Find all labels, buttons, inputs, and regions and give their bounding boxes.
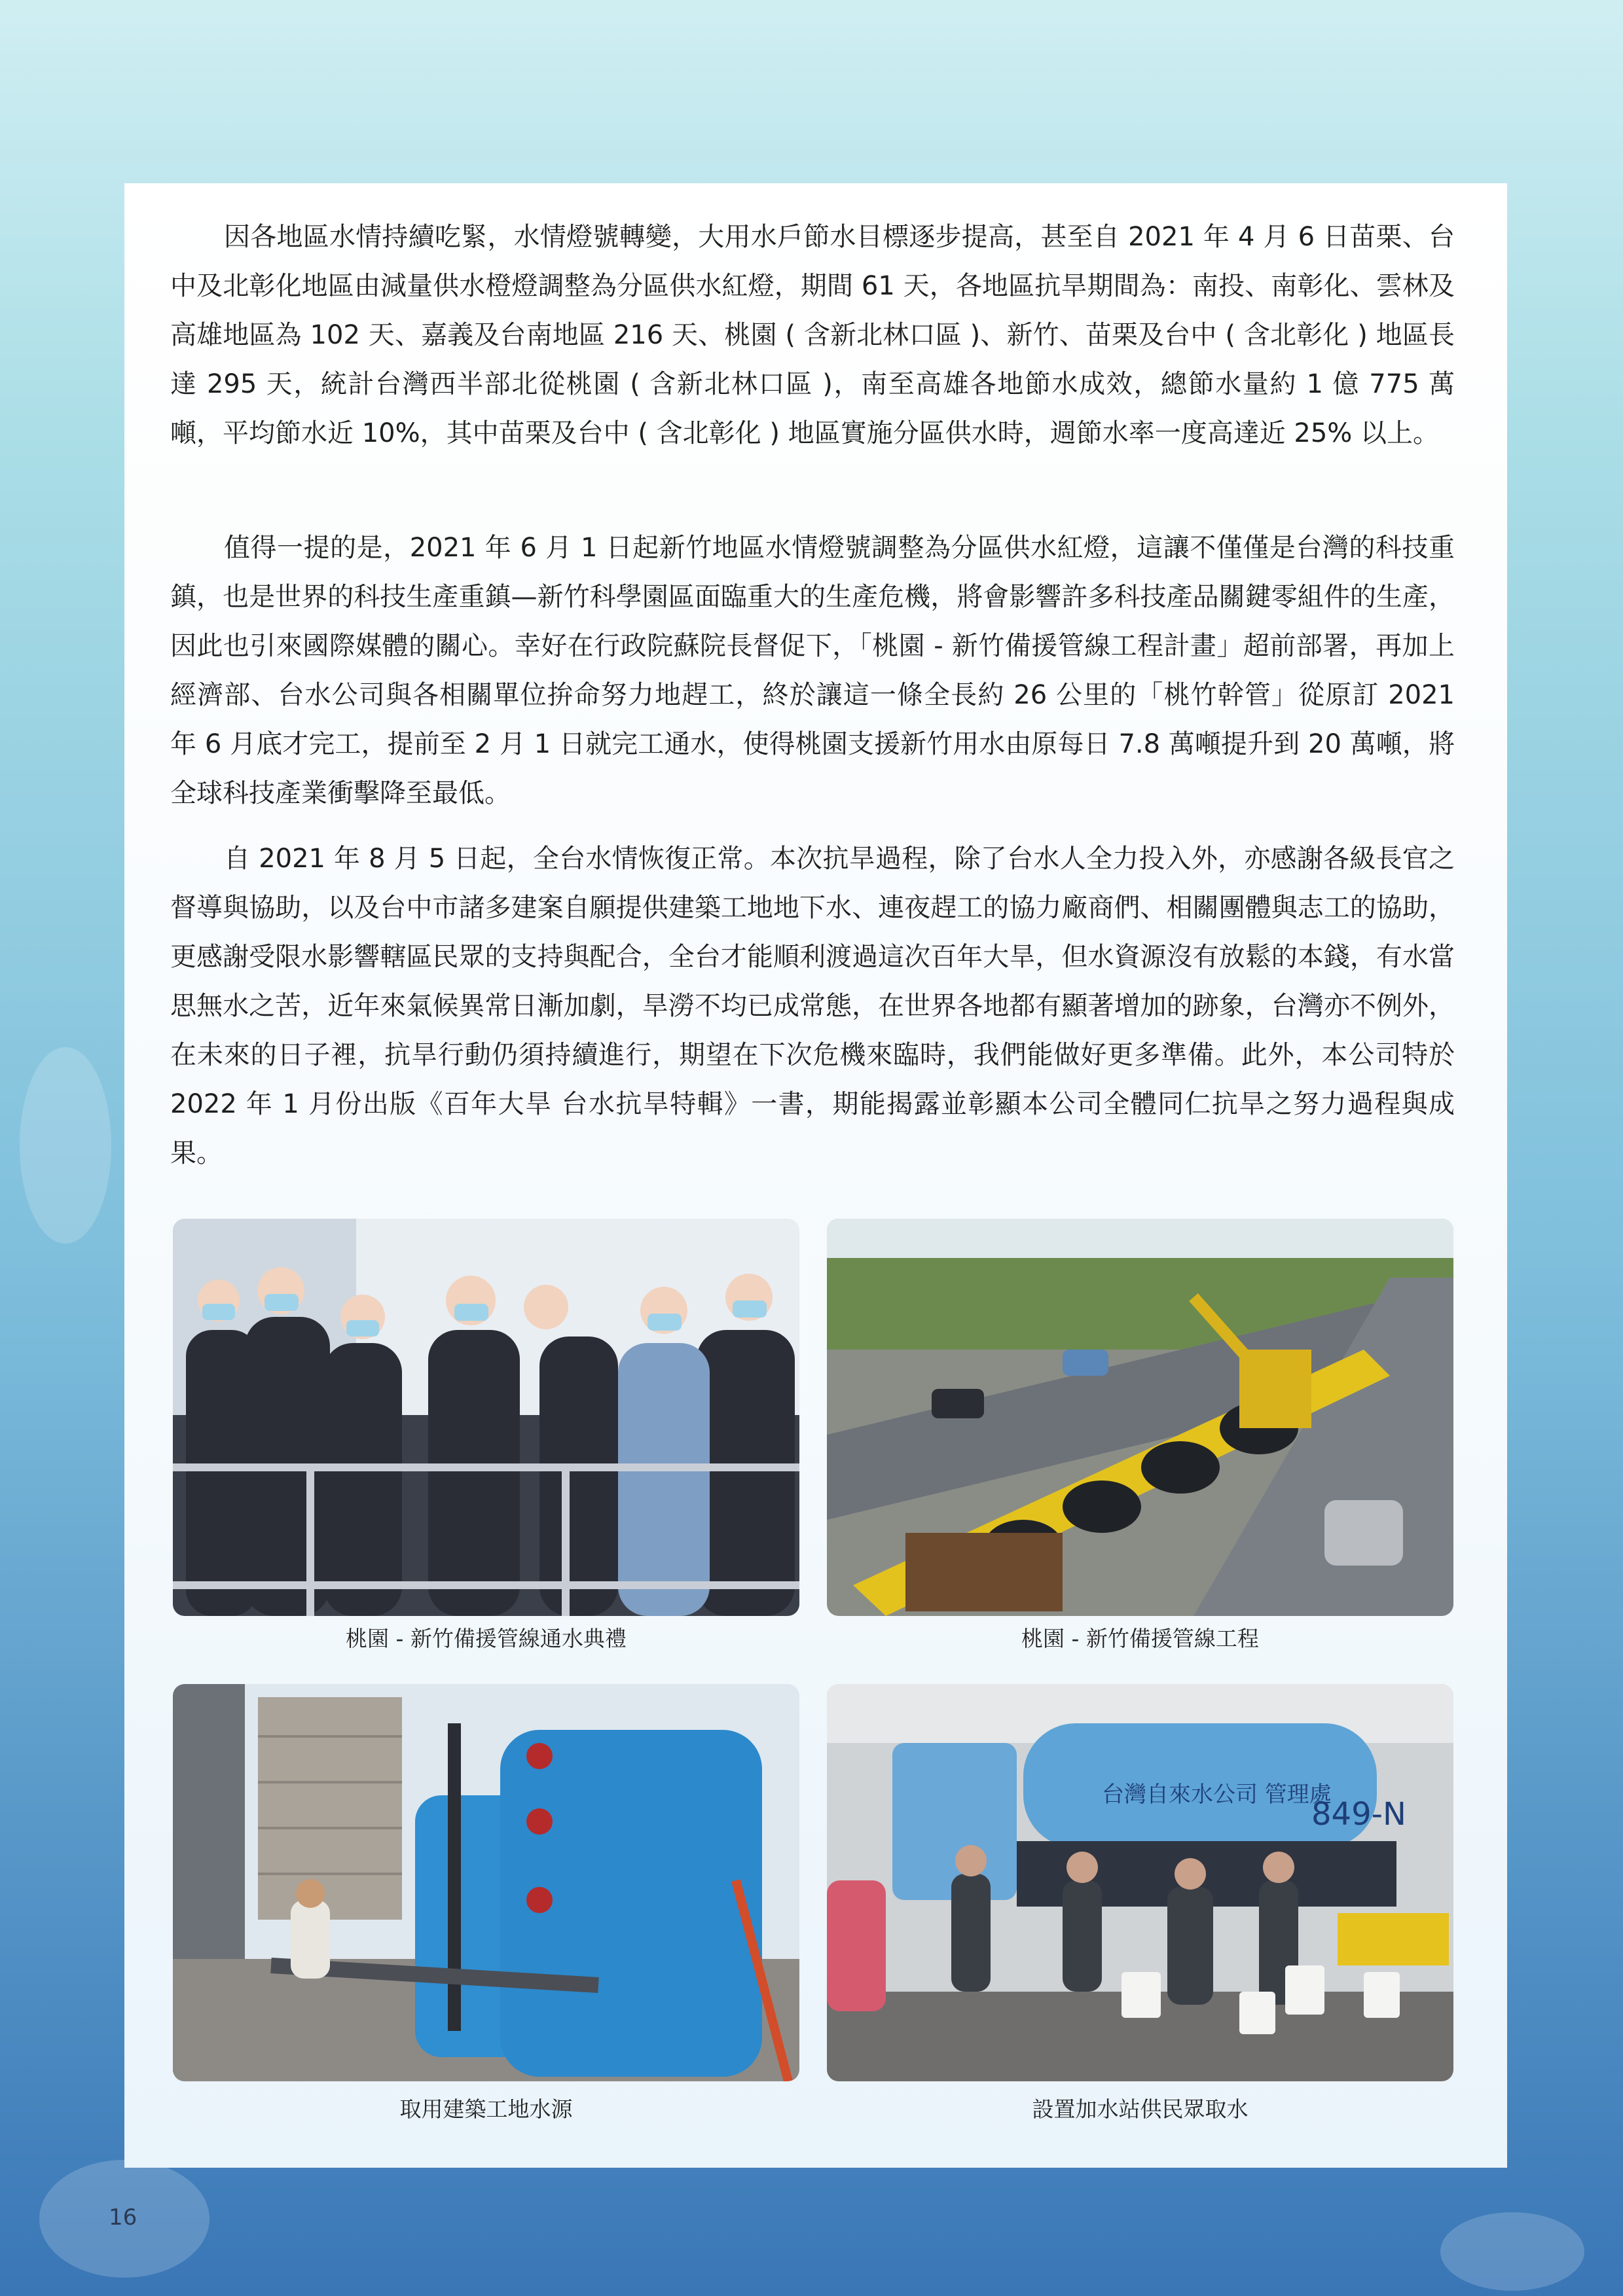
photo-pipeline-works [827, 1219, 1453, 1616]
caption-construction-water: 取用建築工地水源 [399, 2096, 573, 2122]
photo-construction-water [173, 1684, 799, 2081]
truck-plate-text: 849-N [1311, 1796, 1406, 1833]
background-splash [1440, 2212, 1584, 2291]
background-splash [20, 1047, 111, 1244]
caption-ceremony: 桃園 - 新竹備援管線通水典禮 [346, 1626, 627, 1651]
truck-company-text: 台灣自來水公司 管理處 [1102, 1782, 1332, 1808]
photo-ceremony [173, 1219, 799, 1616]
content-card [124, 183, 1507, 2168]
caption-water-station: 設置加水站供民眾取水 [1032, 2096, 1249, 2122]
photo-water-station [827, 1684, 1453, 2081]
caption-pipeline-works: 桃園 - 新竹備援管線工程 [1021, 1626, 1259, 1651]
page-number: 16 [109, 2204, 137, 2231]
paragraph-3: 自 2021 年 8 月 5 日起，全台水情恢復正常。本次抗旱過程，除了台水人全力投入外，亦感謝各級長官之督導與協助，以及台中市諸多建案自願提供建築工地地下水、連夜趕工的協力廠商們、相關團體與志工的協助，更感謝受限水影響轄區民眾的支持與配合，全台才能順利渡過這次百年大旱，但水資源沒有放鬆的本錢，有水當思無水之苦，近年來氣候異常日漸加劇，旱澇不均已成常態，在世界各地都有顯著增加的跡象，台灣亦不例外，在未來的日子裡，抗旱行動仍須持續進行，期望在下次危機來臨時，我們能做好更多準備。此外，本公司特於 2022 年 1 月份出版《百年大旱 台水抗旱特輯》一書，期能揭露並彰顯本公司全體同仁抗旱之努力過程與成果。 [170, 844, 1455, 1168]
paragraph-1: 因各地區水情持續吃緊，水情燈號轉變，大用水戶節水目標逐步提高，甚至自 2021 年 4 月 6 日苗栗、台中及北彰化地區由減量供水橙燈調整為分區供水紅燈，期間 61 天，各地區抗旱期間為：南投、南彰化、雲林及高雄地區為 102 天、嘉義及台南地區 216 天、桃園 ( 含新北林口區 )、新竹、苗栗及台中 ( 含北彰化 ) 地區長達 295 天，統計台灣西半部北從桃園 ( 含新北林口區 )，南至高雄各地節水成效，總節水量約 1 億 775 萬噸，平均節水近 10%，其中苗栗及台中 ( 含北彰化 ) 地區實施分區供水時，週節水率一度高達近 25% 以上。 [170, 222, 1455, 448]
paragraph-2: 值得一提的是，2021 年 6 月 1 日起新竹地區水情燈號調整為分區供水紅燈，這讓不僅僅是台灣的科技重鎮，也是世界的科技生產重鎮—新竹科學園區面臨重大的生產危機，將會影響許多科技產品關鍵零組件的生產，因此也引來國際媒體的關心。幸好在行政院蘇院長督促下，「桃園 - 新竹備援管線工程計畫」超前部署，再加上經濟部、台水公司與各相關單位拚命努力地趕工，終於讓這一條全長約 26 公里的「桃竹幹管」從原訂 2021 年 6 月底才完工，提前至 2 月 1 日就完工通水，使得桃園支援新竹用水由原每日 7.8 萬噸提升到 20 萬噸，將全球科技產業衝擊降至最低。 [170, 533, 1455, 808]
